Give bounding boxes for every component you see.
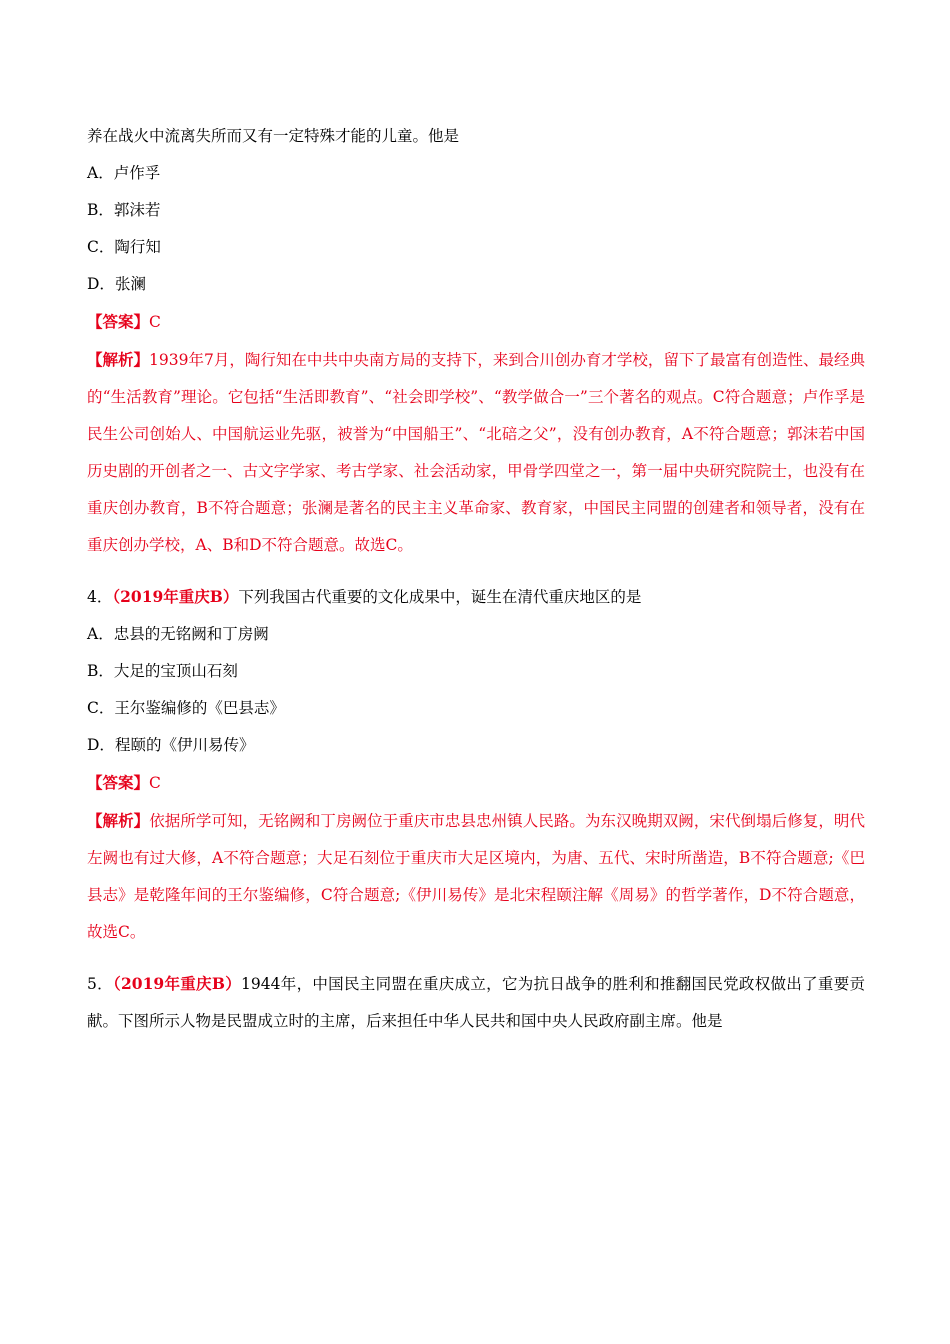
page-content (87, 118, 865, 1040)
spacer (87, 951, 865, 965)
q3-option-b (87, 192, 865, 229)
q4-option-d (87, 727, 865, 764)
analysis-label: 【解析】 (87, 811, 150, 830)
question-source: （2019年重庆B） (112, 974, 242, 993)
option-text: 忠县的无铭阙和丁房阙 (113, 625, 269, 643)
q3-answer (87, 303, 865, 341)
option-letter: D． (87, 275, 115, 293)
q5-stem (87, 965, 865, 1040)
option-text: 陶行知 (114, 238, 161, 256)
q4-option-b (87, 653, 865, 690)
answer-value: C (149, 774, 161, 792)
option-text: 王尔鉴编修的《巴县志》 (114, 699, 285, 717)
option-letter: A． (87, 625, 114, 643)
option-letter: C． (87, 699, 115, 717)
q4-analysis (87, 802, 865, 951)
analysis-text: 依据所学可知，无铭阙和丁房阙位于重庆市忠县忠州镇人民路。为东汉晚期双阙，宋代倒塌后修复，明代左阙也有过大修，A不符合题意；大足石刻位于重庆市大足区境内，为唐、五代、宋时所凿造，B不符合题意;《巴县志》是乾隆年间的王尔鉴编修，C符合题意;《伊川易传》是北宋程颐注解《周易》的哲学著作，D不符合题意，故选C。 (87, 812, 865, 941)
option-letter: D． (87, 736, 115, 754)
option-text: 张澜 (114, 275, 146, 293)
q3-option-d (87, 266, 865, 303)
question-text: 1944年，中国民主同盟在重庆成立，它为抗日战争的胜利和推翻国民党政权做出了重要贡献。下图所示人物是民盟成立时的主席，后来担任中华人民共和国中央人民政府副主席。他是 (87, 975, 865, 1030)
q3-stem-tail: 养在战火中流离失所而又有一定特殊才能的儿童。他是 (87, 127, 460, 145)
analysis-text: 1939年7月，陶行知在中共中央南方局的支持下，来到合川创办育才学校，留下了最富有创造性、最经典的“生活教育”理论。它包括“生活即教育”、“社会即学校”、“教学做合一”三个著名的观点。C符合题意；卢作孚是民生公司创始人、中国航运业先驱，被誉为“中国船王”、“北碚之父”，没有创办教育，A不符合题意；郭沫若中国历史剧的开创者之一、古文字学家、考古学家、社会活动家，甲骨学四堂之一，第一届中央研究院院士，也没有在重庆创办教育，B不符合题意；张澜是著名的民主主义革命家、教育家，中国民主同盟的创建者和领导者，没有在重庆创办学校，A、B和D不符合题意。故选C。 (87, 351, 865, 554)
answer-label: 【答案】 (87, 312, 150, 331)
option-letter: B． (87, 662, 114, 680)
q4-option-a (87, 616, 865, 653)
option-letter: A． (87, 164, 114, 182)
q4-option-c (87, 690, 865, 727)
analysis-label: 【解析】 (87, 350, 150, 369)
answer-label: 【答案】 (87, 773, 150, 792)
question-source: （2019年重庆B） (112, 587, 239, 606)
q4-answer (87, 764, 865, 802)
question-number: 4． (87, 588, 113, 606)
option-text: 郭沫若 (113, 201, 161, 219)
q3-option-a (87, 155, 865, 192)
q3-option-c (87, 229, 865, 266)
answer-value: C (149, 313, 161, 331)
spacer (87, 564, 865, 578)
option-text: 卢作孚 (113, 164, 161, 182)
option-letter: B． (87, 201, 114, 219)
option-letter: C． (87, 238, 115, 256)
option-text: 程颐的《伊川易传》 (114, 736, 255, 754)
question-text: 下列我国古代重要的文化成果中，诞生在清代重庆地区的是 (238, 588, 642, 606)
question-number: 5． (87, 975, 113, 993)
q3-analysis (87, 341, 865, 564)
option-text: 大足的宝顶山石刻 (113, 662, 238, 680)
q4-stem (87, 578, 865, 616)
